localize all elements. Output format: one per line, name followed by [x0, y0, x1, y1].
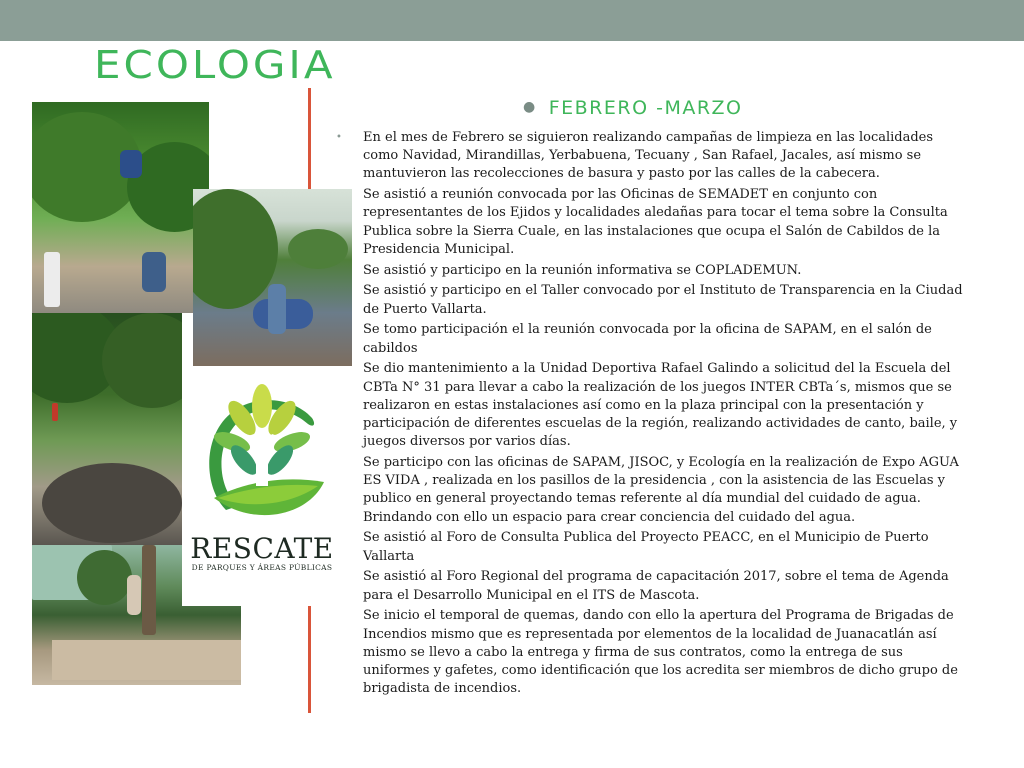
list-item	[336, 529, 968, 565]
list-item	[336, 129, 968, 184]
list-item-text: Se asistió y participo en el Taller convocado por el Instituto de Transparencia en la Ciudad de Puerto Vallarta.	[363, 283, 963, 317]
list-item-text: Se dio mantenimiento a la Unidad Deportiva Rafael Galindo a solicitud del la Escuela del CBTa N° 31 para llevar a cabo la realización de los juegos INTER CBTa´s, mismos que se realizaron en estas instalaciones así como en la plaza principal con la presentación y participación de diferentes escuelas de la región, realizando actividades de canto, baile, y juegos diversos por varios días.	[363, 361, 958, 450]
photo-tree-trimming	[32, 102, 209, 313]
list-item	[336, 186, 968, 259]
bullet-icon: ●	[523, 99, 537, 115]
list-item	[336, 262, 968, 280]
list-item	[336, 454, 968, 527]
rescate-logo	[182, 370, 342, 606]
divider-line-bottom	[308, 605, 311, 713]
list-item-text: En el mes de Febrero se siguieron realizando campañas de limpieza en las localidades como Navidad, Mirandillas, Yerbabuena, Tecuany , San Rafael, Jacales, así mismo se mantuvieron las recolecciones de basura y pasto por las calles de la cabecera.	[363, 130, 934, 182]
slide-title: ECOLOGIA	[94, 42, 336, 88]
period-subheading	[523, 97, 743, 119]
header-band	[0, 0, 1024, 41]
list-item	[336, 282, 968, 318]
photo-park-path	[32, 313, 182, 545]
photo-street-sweeping	[193, 189, 352, 366]
list-item-text: Se inicio el temporal de quemas, dando con ello la apertura del Programa de Brigadas de Incendios mismo que es representada por elementos de la localidad de Juanacatlán así mismo se llevo a cabo la entrega y firma de sus contratos, como la entrega de sus uniformes y gafetes, como identificación que los acredita ser miembros de dicho grupo de brigadista de incendios.	[363, 608, 958, 697]
list-item	[336, 607, 968, 698]
list-item	[336, 568, 968, 604]
list-item	[336, 360, 968, 451]
logo-wordmark: RESCATE	[190, 532, 334, 565]
list-item-text: Se participo con las oficinas de SAPAM, JISOC, y Ecología en la realización de Expo AGUA ES VIDA , realizada en los pasillos de la presidencia , con la asistencia de las Escuelas y publico en general proyectando temas referente al día mundial del cuidado de agua. Brindando con ello un espacio para crear conciencia del cuidado del agua.	[363, 455, 959, 525]
list-item-text: Se asistió al Foro de Consulta Publica del Proyecto PEACC, en el Municipio de Puerto Vallarta	[363, 530, 929, 564]
divider-line-top	[308, 88, 311, 190]
list-item-text: Se tomo participación el la reunión convocada por la oficina de SAPAM, en el salón de cabildos	[363, 322, 932, 356]
logo-subtitle: DE PARQUES Y ÁREAS PÚBLICAS	[191, 563, 333, 572]
list-item-text: Se asistió a reunión convocada por las Oficinas de SEMADET en conjunto con representantes de los Ejidos y localidades aledañas para tocar el tema sobre la Consulta Publica sobre la Sierra Cuale, en las instalaciones que ocupa el Salón de Cabildos de la Presidencia Municipal.	[363, 187, 948, 257]
list-item-text: Se asistió y participo en la reunión informativa se COPLADEMUN.	[363, 262, 802, 278]
rescate-logo-emblem	[196, 378, 328, 534]
period-label: FEBRERO -MARZO	[548, 97, 743, 119]
list-item-text: Se asistió al Foro Regional del programa de capacitación 2017, sobre el tema de Agenda para el Desarrollo Municipal en el ITS de Mascota.	[363, 569, 949, 603]
bullet-icon: •	[336, 132, 342, 143]
list-item	[336, 321, 968, 357]
activity-list	[336, 129, 968, 701]
